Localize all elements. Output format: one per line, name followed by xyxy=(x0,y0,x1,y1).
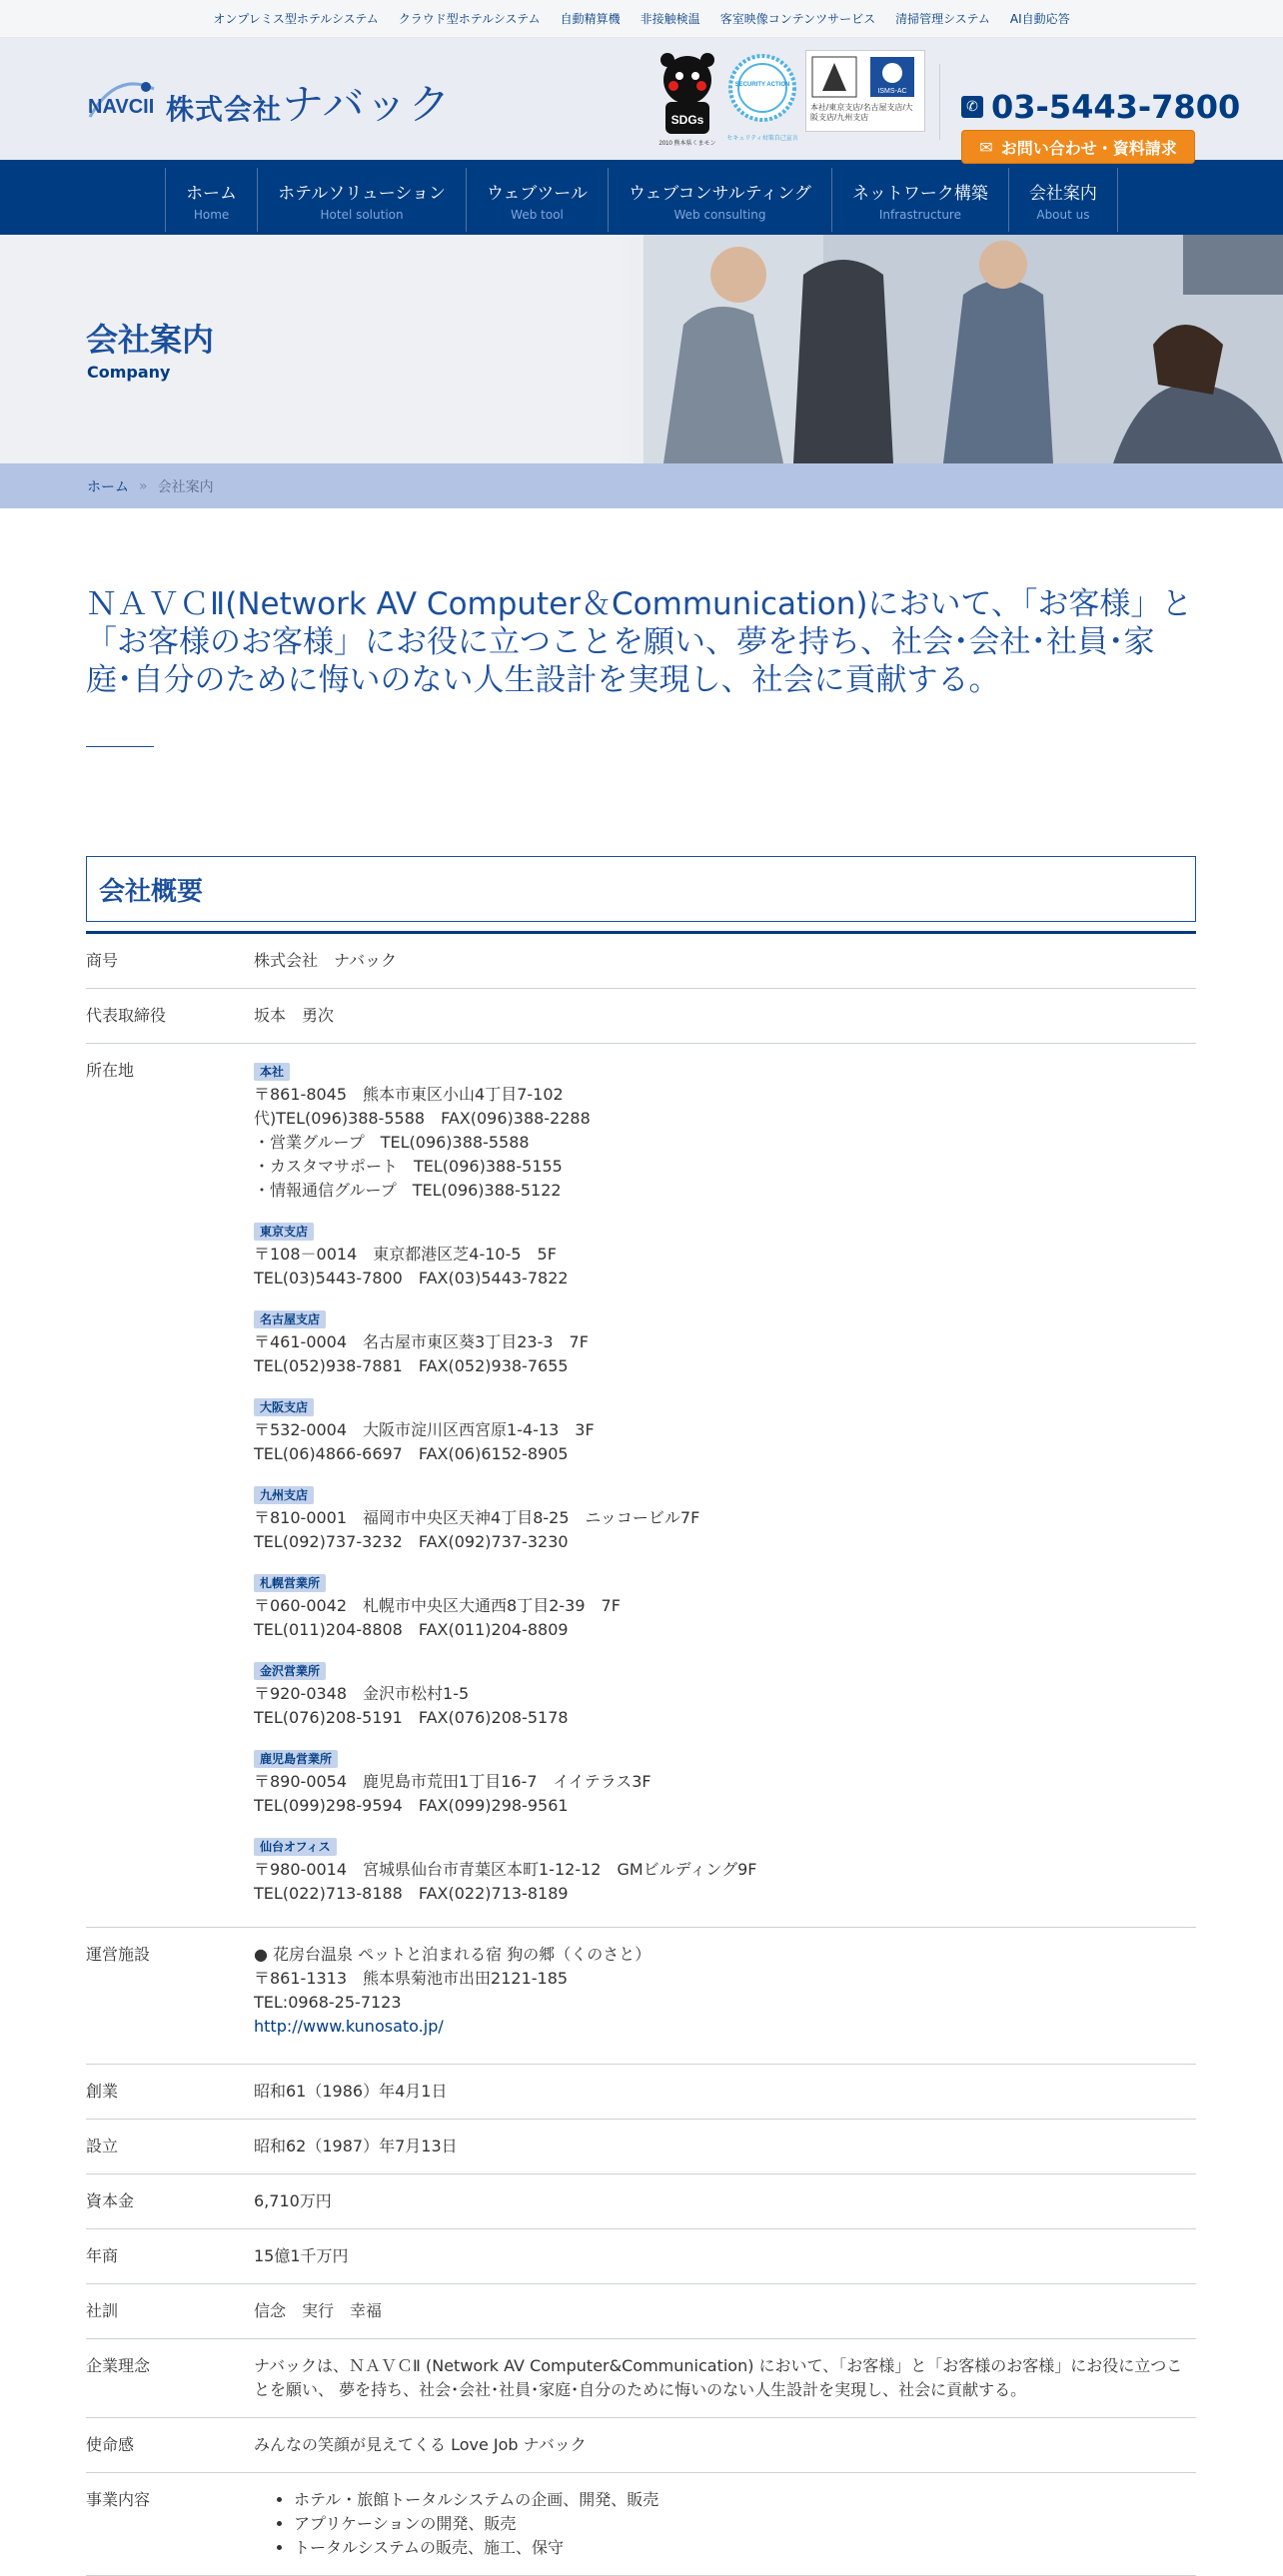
lead-divider xyxy=(86,746,154,747)
svg-text:SDGs: SDGs xyxy=(670,113,704,127)
row-label: 資本金 xyxy=(86,2191,135,2210)
office-line: TEL(092)737-3232 FAX(092)737-3230 xyxy=(254,1532,569,1551)
top-service-links xyxy=(0,0,1283,38)
facility-tel: TEL:0968-25-7123 xyxy=(254,1993,402,2012)
row-value: 昭和62（1987）年7月13日 xyxy=(254,2137,458,2155)
top-link-cleaning-system[interactable]: 清掃管理システム xyxy=(895,12,990,26)
office-tag: 大阪支店 xyxy=(254,1398,314,1416)
office-block xyxy=(254,1746,1196,1818)
nav-item-web-consulting[interactable] xyxy=(609,168,832,232)
table-row-business xyxy=(86,2473,1196,2576)
site-logo[interactable] xyxy=(86,72,452,132)
row-label: 設立 xyxy=(86,2137,119,2155)
table-row xyxy=(86,2120,1196,2174)
table-row xyxy=(86,2339,1196,2418)
company-lead-statement: ＮＡＶＣⅡ(Network AV Computer＆Communication)において、「お客様」と「お客様のお客様」にお役に立つことを願い、夢を持ち、社会･会社･社員･家庭･自分のために悔いのない人生設計を実現し、社会に貢献する。 xyxy=(86,586,1193,698)
table-row xyxy=(86,2174,1196,2229)
top-link-ai-response[interactable]: AI自動応答 xyxy=(1009,12,1070,26)
main-navigation xyxy=(0,160,1283,235)
nav-label-jp: ウェブツール xyxy=(487,183,589,204)
nav-label-en: About us xyxy=(1036,207,1090,222)
table-row xyxy=(86,934,1196,989)
row-value: 坂本 勇次 xyxy=(254,1006,335,1025)
certification-badges xyxy=(655,50,925,148)
office-block xyxy=(254,1394,1196,1466)
facility-name: ● 花房台温泉 ペットと泊まれる宿 狗の郷（くのさと） xyxy=(254,1945,651,1964)
navcii-logo-icon xyxy=(86,77,158,127)
list-item: • アプリケーションの開発、販売 xyxy=(294,2512,1196,2536)
row-label: 社訓 xyxy=(86,2301,119,2320)
page-subtitle: Company xyxy=(87,363,171,382)
row-value: 6,710万円 xyxy=(254,2191,332,2210)
row-label: 所在地 xyxy=(86,1061,135,1080)
office-line: TEL(022)713-8188 FAX(022)713-8189 xyxy=(254,1884,569,1903)
business-people-photo xyxy=(643,235,1283,463)
office-list xyxy=(254,1044,1196,1927)
top-link-onpremise-hotel[interactable]: オンプレミス型ホテルシステム xyxy=(213,12,379,26)
table-row xyxy=(86,2284,1196,2339)
office-line: TEL(052)938-7881 FAX(052)938-7655 xyxy=(254,1356,569,1375)
top-link-room-video[interactable]: 客室映像コンテンツサービス xyxy=(719,12,876,26)
office-block xyxy=(254,1219,1196,1290)
row-value: 15億1千万円 xyxy=(254,2246,349,2265)
nav-item-about-us[interactable] xyxy=(1009,168,1118,232)
row-label: 運営施設 xyxy=(86,1945,151,1964)
company-overview-table xyxy=(86,934,1196,2576)
office-block xyxy=(254,1306,1196,1378)
office-line: TEL(011)204-8808 FAX(011)204-8809 xyxy=(254,1620,569,1639)
office-line: ・カスタマサポート TEL(096)388-5155 xyxy=(254,1157,563,1176)
facility-address: 〒861-1313 熊本県菊池市出田2121-185 xyxy=(254,1969,569,1988)
office-tag: 金沢営業所 xyxy=(254,1662,326,1680)
nav-label-jp: ホテルソリューション xyxy=(278,183,447,204)
top-link-contactless-temp[interactable]: 非接触検温 xyxy=(640,12,700,26)
office-line: TEL(099)298-9594 FAX(099)298-9561 xyxy=(254,1796,569,1815)
table-row-facility xyxy=(86,1928,1196,2065)
breadcrumb xyxy=(0,463,1283,508)
row-label: 使命感 xyxy=(86,2435,135,2454)
list-item: • ホテル・旅館トータルシステムの企画、開発、販売 xyxy=(294,2488,1196,2512)
office-line: 〒920-0348 金沢市松村1-5 xyxy=(254,1684,470,1703)
office-line: 〒532-0004 大阪市淀川区西宮原1-4-13 3F xyxy=(254,1420,595,1439)
phone-number-text: 03-5443-7800 xyxy=(991,88,1241,126)
office-line: TEL(03)5443-7800 FAX(03)5443-7822 xyxy=(254,1269,569,1288)
office-tag: 九州支店 xyxy=(254,1486,314,1504)
list-item: • トータルシステムの販売、施工、保守 xyxy=(294,2536,1196,2560)
row-value: 株式会社 ナバック xyxy=(254,951,398,970)
contact-request-button[interactable] xyxy=(961,130,1195,164)
nav-label-en: Home xyxy=(193,207,230,222)
page-hero xyxy=(0,235,1283,463)
nav-label-en: Infrastructure xyxy=(878,207,961,222)
contact-button-label: お問い合わせ・資料請求 xyxy=(1000,138,1177,158)
nav-label-jp: ネットワーク構築 xyxy=(851,183,988,204)
kumamon-sdgs-badge xyxy=(655,50,719,148)
security-action-badge xyxy=(727,50,797,148)
row-label: 事業内容 xyxy=(86,2490,151,2509)
row-value: 信念 実行 幸福 xyxy=(254,2301,383,2320)
svg-text:ISMS-AC: ISMS-AC xyxy=(877,88,907,95)
office-line: 代)TEL(096)388-5588 FAX(096)388-2288 xyxy=(254,1109,591,1128)
svg-text:SECURITY ACTION: SECURITY ACTION xyxy=(734,82,790,88)
table-row xyxy=(86,989,1196,1044)
office-block xyxy=(254,1834,1196,1906)
row-label: 年商 xyxy=(86,2246,119,2265)
office-tag: 鹿児島営業所 xyxy=(254,1750,338,1768)
svg-text:セキュリティ対策自己宣言: セキュリティ対策自己宣言 xyxy=(727,136,797,142)
office-line: 〒890-0054 鹿児島市荒田1丁目16-7 イイテラス3F xyxy=(254,1772,651,1791)
nav-label-en: Hotel solution xyxy=(320,207,404,222)
header-divider xyxy=(939,64,940,140)
breadcrumb-home[interactable]: ホーム xyxy=(87,478,129,495)
office-line: 〒861-8045 熊本市東区小山4丁目7-102 xyxy=(254,1085,564,1104)
row-label: 商号 xyxy=(86,951,119,970)
table-row-address xyxy=(86,1044,1196,1928)
row-label: 創業 xyxy=(86,2082,119,2101)
nav-label-jp: 会社案内 xyxy=(1028,183,1097,204)
facility-block xyxy=(254,1928,1196,2064)
nav-item-web-tool[interactable] xyxy=(467,168,609,232)
office-tag: 仙台オフィス xyxy=(254,1838,337,1856)
row-value: ナバックは、ＮＡＶＣⅡ (Network AV Computer&Communication) において、「お客様」と「お客様のお客様」にお役に立つことを願い、 夢を持ち、社会･会社･社員･家庭･自分のために悔いのない人生設計を実現し、社会に貢献する。 xyxy=(254,2356,1183,2399)
row-value: 昭和61（1986）年4月1日 xyxy=(254,2082,448,2101)
top-link-auto-payment[interactable]: 自動精算機 xyxy=(560,12,621,26)
office-block xyxy=(254,1482,1196,1554)
office-tag: 札幌営業所 xyxy=(254,1574,326,1592)
iso-isms-badge xyxy=(805,50,925,132)
nav-label-jp: ウェブコンサルティング xyxy=(629,183,811,204)
nav-label-en: Web consulting xyxy=(673,207,766,222)
logo-company-name: 株式会社ナバック xyxy=(166,80,452,129)
office-tag: 東京支店 xyxy=(254,1223,314,1241)
office-block xyxy=(254,1059,1196,1203)
office-line: 〒461-0004 名古屋市東区葵3丁目23-3 7F xyxy=(254,1332,589,1351)
table-row xyxy=(86,2229,1196,2284)
table-row xyxy=(86,2065,1196,2120)
office-line: ・営業グループ TEL(096)388-5588 xyxy=(254,1133,530,1152)
breadcrumb-current: 会社案内 xyxy=(157,478,214,495)
svg-text:2010 熊本県くまモン: 2010 熊本県くまモン xyxy=(658,141,716,147)
office-line: 〒810-0001 福岡市中央区天神4丁目8-25 ニッコービル7F xyxy=(254,1508,700,1527)
office-line: TEL(076)208-5191 FAX(076)208-5178 xyxy=(254,1708,569,1727)
row-value: みんなの笑顔が見えてくる Love Job ナバック xyxy=(254,2435,587,2454)
phone-number[interactable] xyxy=(961,88,1240,126)
nav-item-infrastructure[interactable] xyxy=(832,168,1009,232)
office-block xyxy=(254,1658,1196,1730)
row-label: 代表取締役 xyxy=(86,1006,167,1025)
nav-item-home[interactable] xyxy=(166,168,258,232)
table-row xyxy=(86,2418,1196,2473)
office-line: 〒980-0014 宮城県仙台市青葉区本町1-12-12 GMビルディング9F xyxy=(254,1860,757,1879)
office-block xyxy=(254,1570,1196,1642)
mail-icon: ✉ xyxy=(979,137,993,157)
office-line: 〒108－0014 東京都港区芝4-10-5 5F xyxy=(254,1245,557,1264)
nav-label-en: Web tool xyxy=(511,207,564,222)
nav-label-jp: ホーム xyxy=(186,183,238,204)
nav-item-hotel-solution[interactable] xyxy=(258,168,467,232)
phone-icon: ✆ xyxy=(961,96,983,118)
iso-caption: 本社/東京支店/名古屋支店/大阪支店/九州支店 xyxy=(810,103,913,122)
overview-heading: 会社概要 xyxy=(86,856,1196,922)
office-tag: 本社 xyxy=(254,1063,290,1081)
office-tag: 名古屋支店 xyxy=(254,1310,326,1328)
top-link-cloud-hotel[interactable]: クラウド型ホテルシステム xyxy=(398,12,541,26)
office-line: TEL(06)4866-6697 FAX(06)6152-8905 xyxy=(254,1444,569,1463)
business-list xyxy=(254,2473,1196,2575)
row-label: 企業理念 xyxy=(86,2356,151,2375)
site-header xyxy=(0,38,1283,160)
page-title: 会社案内 xyxy=(86,321,215,359)
svg-text:NAVCII: NAVCII xyxy=(88,96,155,118)
breadcrumb-separator: » xyxy=(139,477,148,494)
facility-url-link[interactable]: http://www.kunosato.jp/ xyxy=(254,2017,444,2036)
office-line: 〒060-0042 札幌市中央区大通西8丁目2-39 7F xyxy=(254,1596,621,1615)
office-line: ・情報通信グループ TEL(096)388-5122 xyxy=(254,1181,562,1200)
